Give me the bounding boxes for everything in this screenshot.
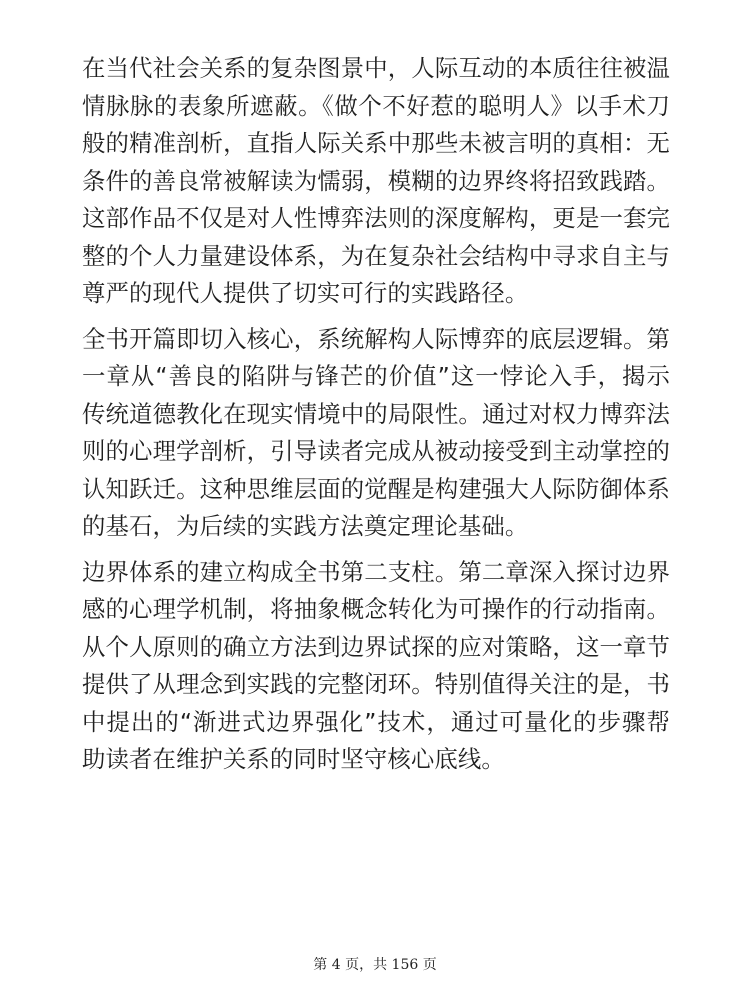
paragraph-2: 全书开篇即切入核心，系统解构人际博弈的底层逻辑。第一章从“善良的陷阱与锋芒的价值”这一悖论入手，揭示传统道德教化在现实情境中的局限性。通过对权力博弈法则的心理学剖析，引导读者完成从被动接受到主动掌控的认知跃迁。这种思维层面的觉醒是构建强大人际防御体系的基石，为后续的实践方法奠定理论基础。 <box>82 324 670 540</box>
page-number-footer: 第 4 页，共 156 页 <box>313 957 437 973</box>
paragraph-1: 在当代社会关系的复杂图景中，人际互动的本质往往被温情脉脉的表象所遮蔽。《做个不好惹的聪明人》以手术刀般的精准剖析，直指人际关系中那些未被言明的真相：无条件的善良常被解读为懦弱，模糊的边界终将招致践踏。这部作品不仅是对人性博弈法则的深度解构，更是一套完整的个人力量建设体系，为在复杂社会结构中寻求自主与尊严的现代人提供了切实可行的实践路径。 <box>82 54 670 307</box>
paragraph-3: 边界体系的建立构成全书第二支柱。第二章深入探讨边界感的心理学机制，将抽象概念转化为可操作的行动指南。从个人原则的确立方法到边界试探的应对策略，这一章节提供了从理念到实践的完整闭环。特别值得关注的是，书中提出的“渐进式边界强化”技术，通过可量化的步骤帮助读者在维护关系的同时坚守核心底线。 <box>82 557 670 773</box>
body-text <box>82 50 670 779</box>
